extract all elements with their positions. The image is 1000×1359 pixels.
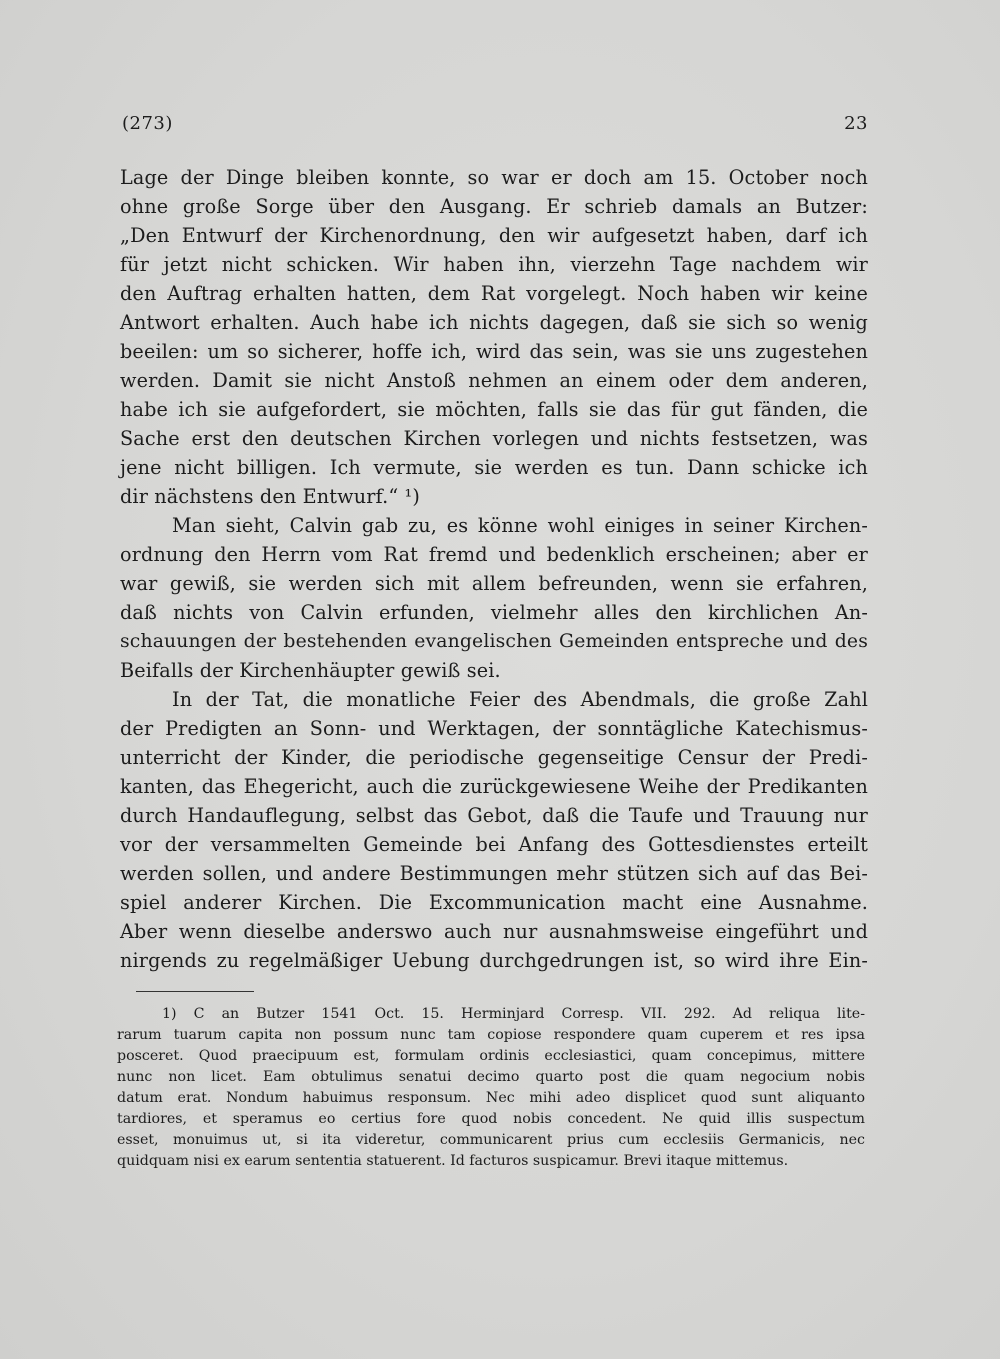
- text-line: Sache erst den deutschen Kirchen vorlegen und nichts festsetzen, was: [120, 427, 868, 450]
- text-line: ohne große Sorge über den Ausgang. Er schrieb damals an Butzer:: [120, 195, 868, 218]
- footnote-line: nunc non licet. Eam obtulimus senatui decimo quarto post die quam negocium nobis: [117, 1069, 865, 1085]
- text-line: Antwort erhalten. Auch habe ich nichts dagegen, daß sie sich so wenig: [120, 311, 868, 334]
- text-line: Lage der Dinge bleiben konnte, so war er doch am 15. October noch: [120, 166, 868, 189]
- page-number: 23: [844, 113, 868, 134]
- footnote-line: quidquam nisi ex earum sententia statuerent. Id facturos suspicamur. Brevi itaque mittemus.: [117, 1153, 789, 1169]
- main-text: [120, 163, 868, 975]
- footnote-divider: [136, 991, 254, 992]
- text-line: werden sollen, und andere Bestimmungen mehr stützen sich auf das Bei-: [120, 862, 868, 885]
- text-line: nirgends zu regelmäßiger Uebung durchgedrungen ist, so wird ihre Ein-: [120, 949, 868, 972]
- text-line: habe ich sie aufgefordert, sie möchten, falls sie das für gut fänden, die: [120, 398, 868, 421]
- text-line: werden. Damit sie nicht Anstoß nehmen an einem oder dem anderen,: [120, 369, 868, 392]
- footnote-line: esset, monuimus ut, si ita videretur, communicarent prius cum ecclesiis Germanicis, nec: [117, 1132, 865, 1148]
- text-line: unterricht der Kinder, die periodische gegenseitige Censur der Predi-: [120, 746, 868, 769]
- text-line: Aber wenn dieselbe anderswo auch nur ausnahmsweise eingeführt und: [120, 920, 868, 943]
- footnote-line: tardiores, et speramus eo certius fore quod nobis concedent. Ne quid illis suspectum: [117, 1111, 865, 1127]
- text-line: für jetzt nicht schicken. Wir haben ihn, vierzehn Tage nachdem wir: [120, 253, 868, 276]
- text-line: beeilen: um so sicherer, hoffe ich, wird das sein, was sie uns zugestehen: [120, 340, 868, 363]
- text-line: schauungen der bestehenden evangelischen Gemeinden entspreche und des: [120, 631, 868, 652]
- footnote-line: datum erat. Nondum habuimus responsum. Nec mihi adeo displicet quod sunt aliquanto: [117, 1090, 865, 1106]
- text-line: war gewiß, sie werden sich mit allem befreunden, wenn sie erfahren,: [120, 572, 868, 595]
- footnote-line: posceret. Quod praecipuum est, formulam ordinis ecclesiastici, quam concepimus, mittere: [117, 1048, 865, 1064]
- text-line: den Auftrag erhalten hatten, dem Rat vorgelegt. Noch haben wir keine: [120, 282, 868, 305]
- footnote-line: rarum tuarum capita non possum nunc tam copiose respondere quam cuperem et res ipsa: [117, 1027, 865, 1043]
- text-line: jene nicht billigen. Ich vermute, sie werden es tun. Dann schicke ich: [120, 456, 868, 479]
- text-line: dir nächstens den Entwurf.“ ¹): [120, 485, 421, 508]
- text-line: durch Handauflegung, selbst das Gebot, daß die Taufe und Trauung nur: [120, 804, 868, 827]
- page-reference: (273): [122, 113, 173, 134]
- footnote-line: 1) C an Butzer 1541 Oct. 15. Herminjard Corresp. VII. 292. Ad reliqua lite-: [162, 1006, 865, 1022]
- text-line: vor der versammelten Gemeinde bei Anfang des Gottesdienstes erteilt: [120, 833, 868, 856]
- footnote: [117, 1004, 865, 1172]
- text-line: ordnung den Herrn vom Rat fremd und bedenklich erscheinen; aber er: [120, 543, 868, 566]
- text-line: Beifalls der Kirchenhäupter gewiß sei.: [120, 659, 501, 682]
- text-line: daß nichts von Calvin erfunden, vielmehr alles den kirchlichen An-: [120, 601, 868, 624]
- running-header: [122, 113, 868, 141]
- text-line: spiel anderer Kirchen. Die Excommunication macht eine Ausnahme.: [120, 891, 868, 914]
- paragraph-start: Man sieht, Calvin gab zu, es könne wohl einiges in seiner Kirchen-: [172, 514, 868, 537]
- text-line: „Den Entwurf der Kirchenordnung, den wir aufgesetzt haben, darf ich: [120, 224, 868, 247]
- text-line: kanten, das Ehegericht, auch die zurückgewiesene Weihe der Predikanten: [120, 775, 868, 798]
- paragraph-start: In der Tat, die monatliche Feier des Abendmals, die große Zahl: [172, 688, 868, 711]
- text-line: der Predigten an Sonn- und Werktagen, der sonntägliche Katechismus-: [120, 717, 868, 740]
